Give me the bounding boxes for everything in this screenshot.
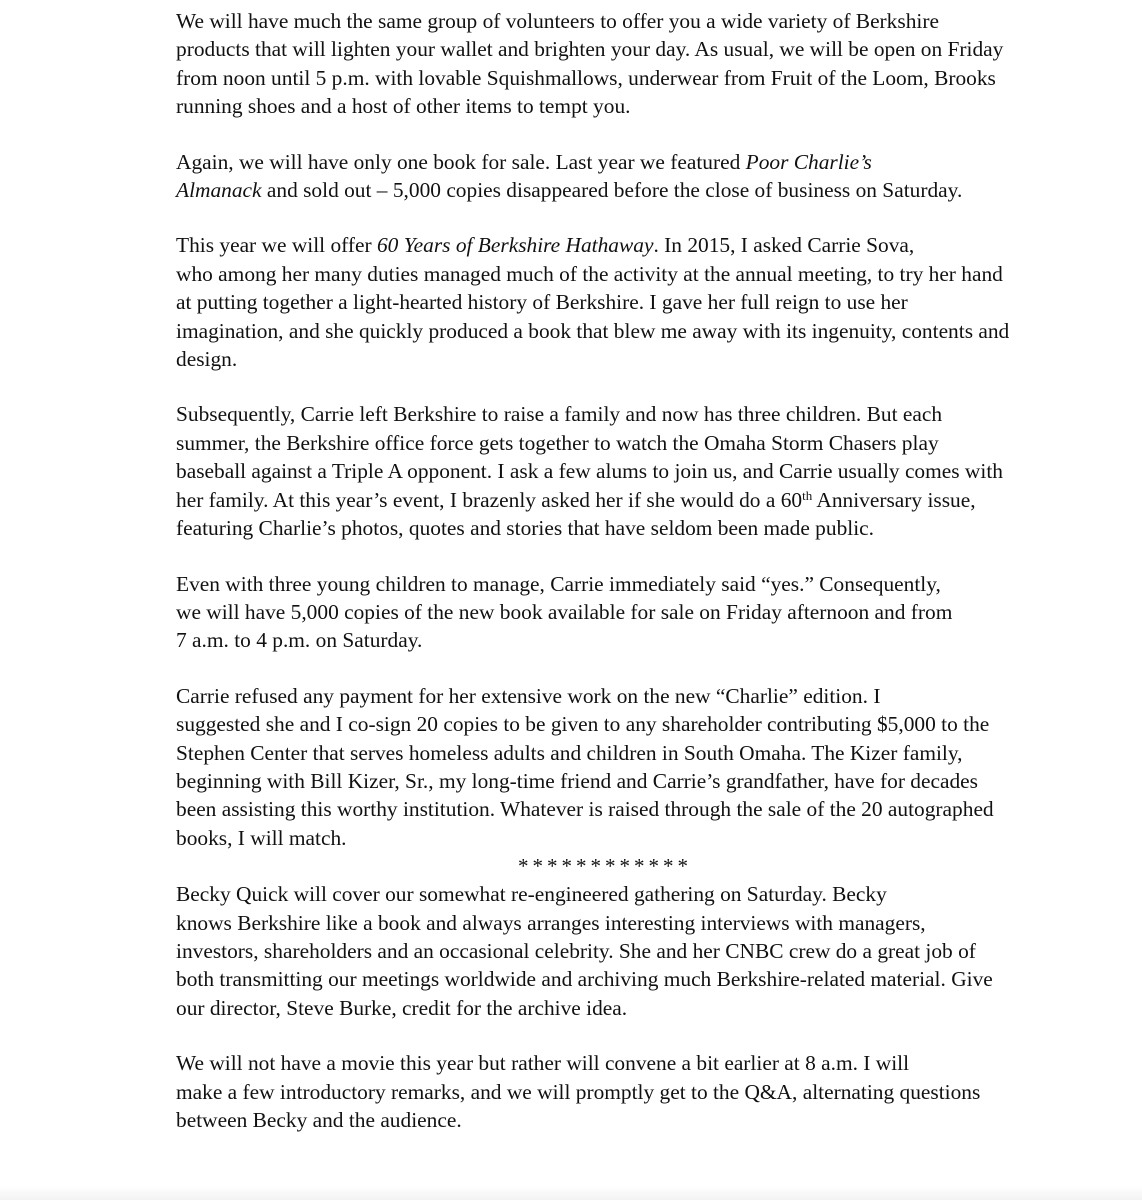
text-run: her family. At this year’s event, I brazenly asked her if she would do a 60 [176,487,803,512]
book-title-italic: 60 Years of Berkshire Hathaway [376,233,654,258]
paragraph-carrie-family [100,400,1045,542]
text-run: and sold out – 5,000 copies disappeared before the close of business on Saturday. [261,178,963,203]
text-line: 7 a.m. to 4 p.m. on Saturday. [176,628,423,653]
page-bottom-edge [0,1186,1142,1200]
paragraph-volunteers [100,7,1045,121]
text-line: make a few introductory remarks, and we will promptly get to the Q&A, alternating questions [176,1079,981,1104]
book-title-italic: Poor Charlie’s [745,149,872,174]
text-run: This year we will offer [176,233,377,258]
text-line: summer, the Berkshire office force gets together to watch the Omaha Storm Chasers play [176,430,939,455]
letter-page [100,7,1045,1161]
paragraph-one-book [100,148,1045,205]
text-line: running shoes and a host of other items to tempt you. [176,94,631,119]
text-line: beginning with Bill Kizer, Sr., my long-time friend and Carrie’s grandfather, have for decades [176,768,978,793]
text-line: suggested she and I co-sign 20 copies to be given to any shareholder contributing $5,000 to the [176,712,990,737]
text-line: We will have much the same group of volunteers to offer you a wide variety of Berkshire [176,9,939,33]
text-line: baseball against a Triple A opponent. I ask a few alums to join us, and Carrie usually comes with [176,459,1003,484]
text-run: Anniversary issue, [812,487,976,512]
paragraph-stephen-center [100,682,1045,852]
text-line: Even with three young children to manage, Carrie immediately said “yes.” Consequently, [176,571,941,596]
text-line: Carrie refused any payment for her extensive work on the new “Charlie” edition. I [176,683,881,708]
text-line: featuring Charlie’s photos, quotes and stories that have seldom been made public. [176,516,874,541]
text-line: been assisting this worthy institution. Whatever is raised through the sale of the 20 autographed [176,797,994,822]
text-line: Subsequently, Carrie left Berkshire to raise a family and now has three children. But each [176,402,943,427]
book-title-italic: Almanack [176,178,262,203]
text-line: between Becky and the audience. [176,1108,462,1132]
text-line: from noon until 5 p.m. with lovable Squishmallows, underwear from Fruit of the Loom, Brooks [176,65,996,90]
paragraph-new-book [100,231,1045,373]
text-line: books, I will match. [176,825,347,850]
text-line: both transmitting our meetings worldwide and archiving much Berkshire-related material. Give [176,967,993,992]
text-line: knows Berkshire like a book and always arranges interesting interviews with managers, [176,910,926,935]
text-run: . In 2015, I asked Carrie Sova, [653,233,915,258]
ordinal-superscript: th [802,487,813,503]
text-line: who among her many duties managed much of the activity at the annual meeting, to try her hand [176,261,1003,286]
text-line [100,486,1045,514]
text-line: We will not have a movie this year but rather will convene a bit earlier at 8 a.m. I will [176,1051,910,1076]
text-line: design. [176,347,238,372]
section-separator: ************ [518,854,692,879]
paragraph-meeting-schedule [100,1049,1045,1134]
text-line: imagination, and she quickly produced a book that blew me away with its ingenuity, contents and [176,318,1010,343]
paragraph-becky-quick [100,880,1045,1022]
paragraph-copies-available [100,570,1045,655]
text-line [100,231,1045,259]
text-line: at putting together a light-hearted history of Berkshire. I gave her full reign to use her [176,290,908,315]
text-line: products that will lighten your wallet and brighten your day. As usual, we will be open on Friday [176,37,1004,62]
text-line: our director, Steve Burke, credit for the archive idea. [176,995,628,1020]
text-line: we will have 5,000 copies of the new book available for sale on Friday afternoon and from [176,599,953,624]
text-line [100,176,1045,204]
text-line: Stephen Center that serves homeless adults and children in South Omaha. The Kizer family, [176,740,963,765]
text-line [100,148,1045,176]
text-line: investors, shareholders and an occasional celebrity. She and her CNBC crew do a great job of [176,938,976,963]
text-run: Again, we will have only one book for sale. Last year we featured [176,149,746,174]
text-line: Becky Quick will cover our somewhat re-engineered gathering on Saturday. Becky [176,882,887,907]
